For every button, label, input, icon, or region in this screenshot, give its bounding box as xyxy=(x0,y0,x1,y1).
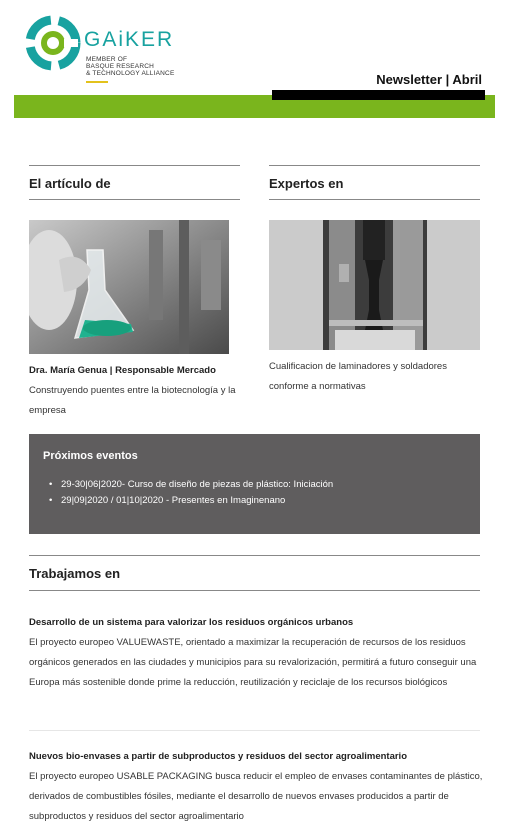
event-item[interactable]: • 29|09|2020 / 01|10|2020 - Presentes en Imaginenano xyxy=(61,493,333,509)
work-article-title[interactable]: Desarrollo de un sistema para valorizar los residuos orgánicos urbanos xyxy=(29,617,354,628)
tensile-test-image xyxy=(269,220,480,350)
newsletter-issue-label: Newsletter | Abril xyxy=(376,72,482,87)
right-column-top-rule xyxy=(269,165,480,166)
event-item[interactable]: • 29-30|06|2020- Curso de diseño de piezas de plástico: Iniciación xyxy=(61,477,333,493)
left-column-title: El artículo de xyxy=(29,176,111,191)
left-column-top-rule xyxy=(29,165,240,166)
right-column-bottom-rule xyxy=(269,199,480,200)
expert-photo-test-machine[interactable] xyxy=(269,220,480,350)
article-divider xyxy=(29,730,480,731)
newsletter-header xyxy=(0,0,518,118)
logo-accent-line xyxy=(86,81,108,83)
work-article-title[interactable]: Nuevos bio-envases a partir de subproductos y residuos del sector agroalimentario xyxy=(29,751,407,762)
header-black-band xyxy=(272,90,485,100)
work-article-body: El proyecto europeo USABLE PACKAGING busca reducir el empleo de envases contaminantes de plástico, derivados de combustibles fósiles, mediante el desarrollo de nuevos envases producidos a partir de subproductos y residuos del sector agroalimentario xyxy=(29,771,483,822)
gaiker-emblem-icon xyxy=(24,14,82,72)
left-column-bottom-rule xyxy=(29,199,240,200)
work-article-body: El proyecto europeo VALUEWASTE, orientado a maximizar la recuperación de recursos de los residuos orgánicos generados en las ciudades y municipios para su revalorización, permitirá a futuro conseguir una Europa más sostenible donde prime la reducción, reutilización y reciclaje de los recursos biológicos xyxy=(29,637,477,688)
expert-summary-link[interactable]: Cualificacion de laminadores y soldadores conforme a normativas xyxy=(269,361,447,392)
logo-wordmark: GAiKER xyxy=(84,28,175,51)
right-column-title: Expertos en xyxy=(269,176,344,191)
work-section-top-rule xyxy=(29,555,480,556)
work-section-title: Trabajamos en xyxy=(29,566,121,581)
events-title: Próximos eventos xyxy=(43,450,138,462)
article-photo-flask[interactable] xyxy=(29,220,229,354)
article-summary-link[interactable]: Construyendo puentes entre la biotecnología y la empresa xyxy=(29,385,236,416)
events-list xyxy=(61,477,333,509)
article-author: Dra. María Genua | Responsable Mercado xyxy=(29,365,216,376)
work-section-bottom-rule xyxy=(29,590,480,591)
upcoming-events-box xyxy=(29,434,480,534)
logo-tagline: MEMBER OF BASQUE RESEARCH & TECHNOLOGY ALLIANCE xyxy=(86,56,175,77)
lab-flask-image xyxy=(29,220,229,354)
gaiker-logo[interactable] xyxy=(24,10,204,86)
